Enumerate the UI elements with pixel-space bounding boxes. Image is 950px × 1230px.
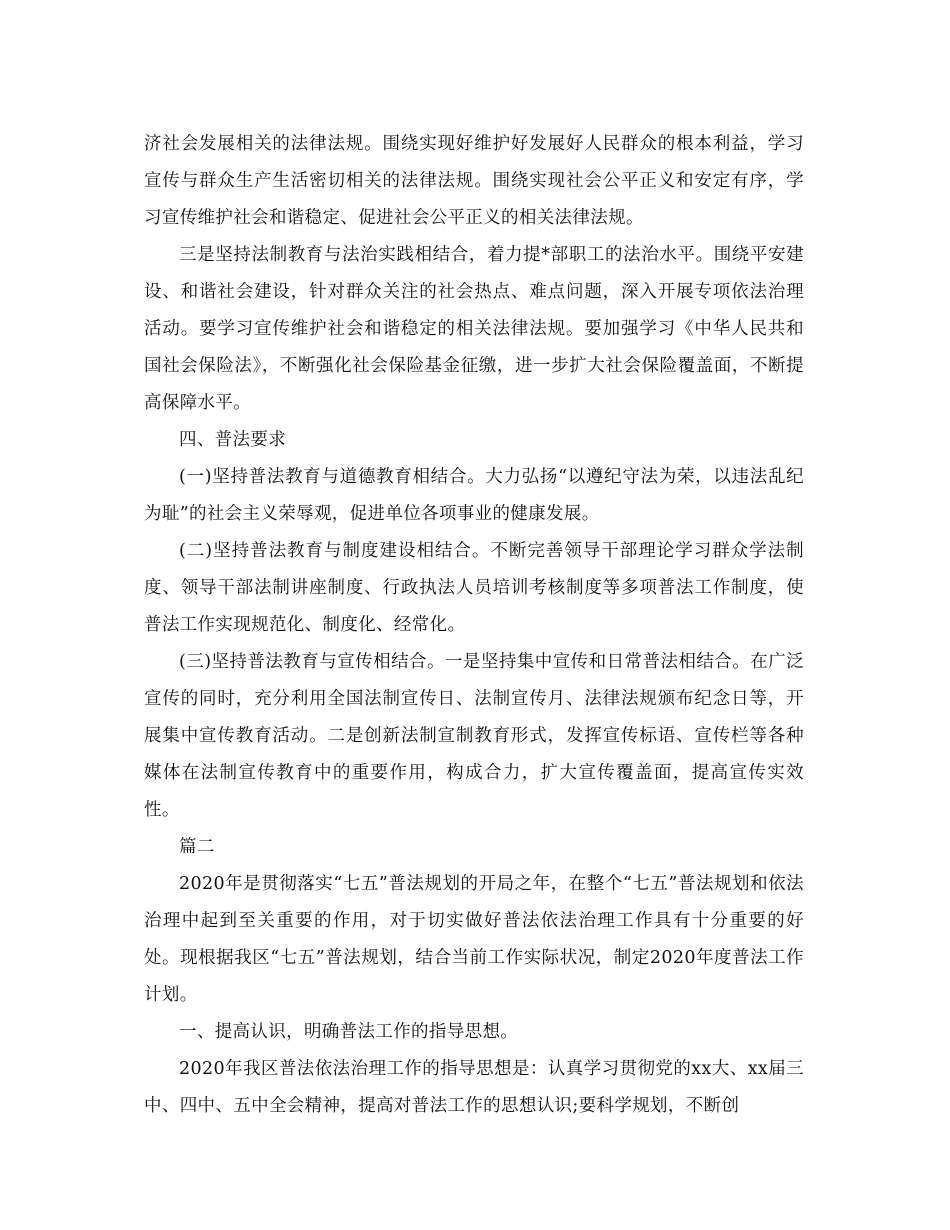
paragraph-requirement-1: (一)坚持普法教育与道德教育相结合。大力弘扬“以遵纪守法为荣，以违法乱纪为耻”的社会主义荣辱观，促进单位各项事业的健康发展。 — [144, 467, 804, 524]
paragraph-requirement-2: (二)坚持普法教育与制度建设相结合。不断完善领导干部理论学习群众学法制度、领导干部法制讲座制度、行政执法人员培训考核制度等多项普法工作制度，使普法工作实现规范化、制度化、经常化。 — [144, 541, 804, 635]
paragraph-guiding-thought: 2020年我区普法依法治理工作的指导思想是：认真学习贯彻党的xx大、xx届三中、四中、五中全会精神，提高对普法工作的思想认识;要科学规划，不断创 — [144, 1059, 804, 1116]
paragraph-intro-2020: 2020年是贯彻落实“七五”普法规划的开局之年，在整个“七五”普法规划和依法治理中起到至关重要的作用，对于切实做好普法依法治理工作具有十分重要的好处。现根据我区“七五”普法规划，结合当前工作实际状况，制定2020年度普法工作计划。 — [144, 874, 804, 1005]
paragraph-continued: 济社会发展相关的法律法规。围绕实现好维护好发展好人民群众的根本利益，学习宣传与群众生产生活密切相关的法律法规。围绕实现社会公平正义和安定有序，学习宣传维护社会和谐稳定、促进社会公平正义的相关法律法规。 — [144, 134, 804, 228]
part-heading-2: 篇二 — [179, 837, 215, 857]
section-heading-guiding-thought: 一、提高认识，明确普法工作的指导思想。 — [179, 1022, 519, 1042]
paragraph-legal-practice: 三是坚持法制教育与法治实践相结合，着力提*部职工的法治水平。围绕平安建设、和谐社会建设，针对群众关注的社会热点、难点问题，深入开展专项依法治理活动。要学习宣传维护社会和谐稳定的相关法律法规。要加强学习《中华人民共和国社会保险法》，不断强化社会保险基金征缴，进一步扩大社会保险覆盖面，不断提高保障水平。 — [144, 245, 804, 413]
paragraph-requirement-3: (三)坚持普法教育与宣传相结合。一是坚持集中宣传和日常普法相结合。在广泛宣传的同时，充分利用全国法制宣传日、法制宣传月、法律法规颁布纪念日等，开展集中宣传教育活动。二是创新法制宣制教育形式，发挥宣传标语、宣传栏等各种媒体在法制宣传教育中的重要作用，构成合力，扩大宣传覆盖面，提高宣传实效性。 — [144, 652, 804, 820]
document-body — [144, 126, 804, 1125]
section-heading-requirements: 四、普法要求 — [179, 430, 287, 450]
